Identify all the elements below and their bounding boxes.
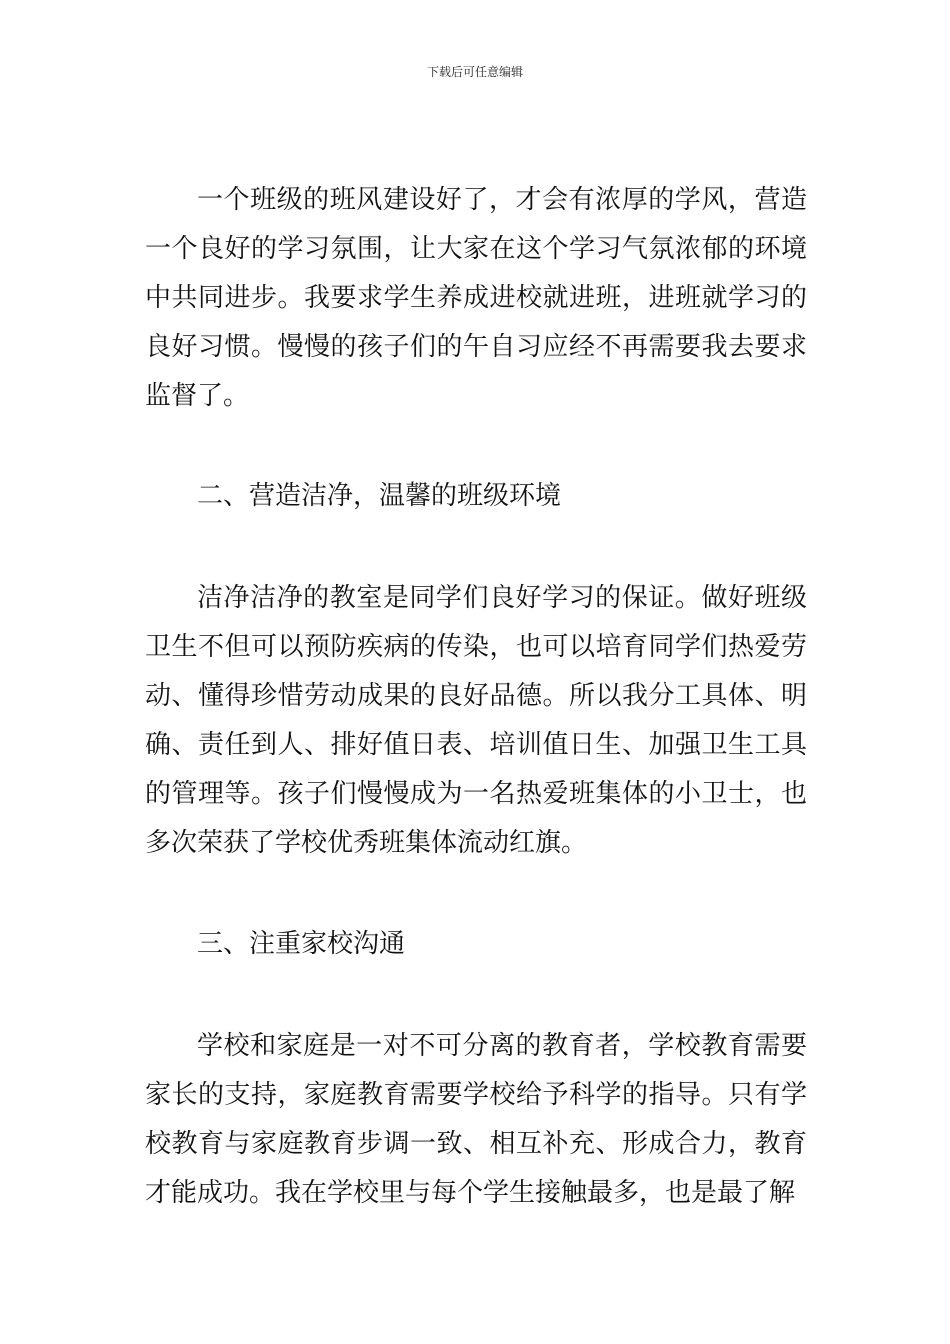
paragraph-classroom-hygiene: 洁净洁净的教室是同学们良好学习的保证。做好班级卫生不但可以预防疾病的传染，也可以培育同学们热爱劳动、懂得珍惜劳动成果的良好品德。所以我分工具体、明确、责任到人、排好值日表、培训值日生、加强卫生工具的管理等。孩子们慢慢成为一名热爱班集体的小卫士，也多次荣获了学校优秀班集体流动红旗。 bbox=[145, 583, 807, 858]
paragraph-class-style: 一个班级的班风建设好了，才会有浓厚的学风，营造一个良好的学习氛围，让大家在这个学习气氛浓郁的环境中共同进步。我要求学生养成进校就进班，进班就学习的良好习惯。慢慢的孩子们的午自习应经不再需要我去要求监督了。 bbox=[145, 185, 807, 411]
section-heading-home-school: 三、注重家校沟通 bbox=[197, 929, 406, 959]
section-heading-environment: 二、营造洁净，温馨的班级环境 bbox=[197, 481, 562, 511]
page-header: 下载后可任意编辑 bbox=[426, 65, 523, 79]
paragraph-home-school-communication: 学校和家庭是一对不可分离的教育者，学校教育需要家长的支持，家庭教育需要学校给予科学的指导。只有学校教育与家庭教育步调一致、相互补充、形成合力，教育才能成功。我在学校里与每个学生接触最多，也是最了解 bbox=[145, 1031, 807, 1208]
